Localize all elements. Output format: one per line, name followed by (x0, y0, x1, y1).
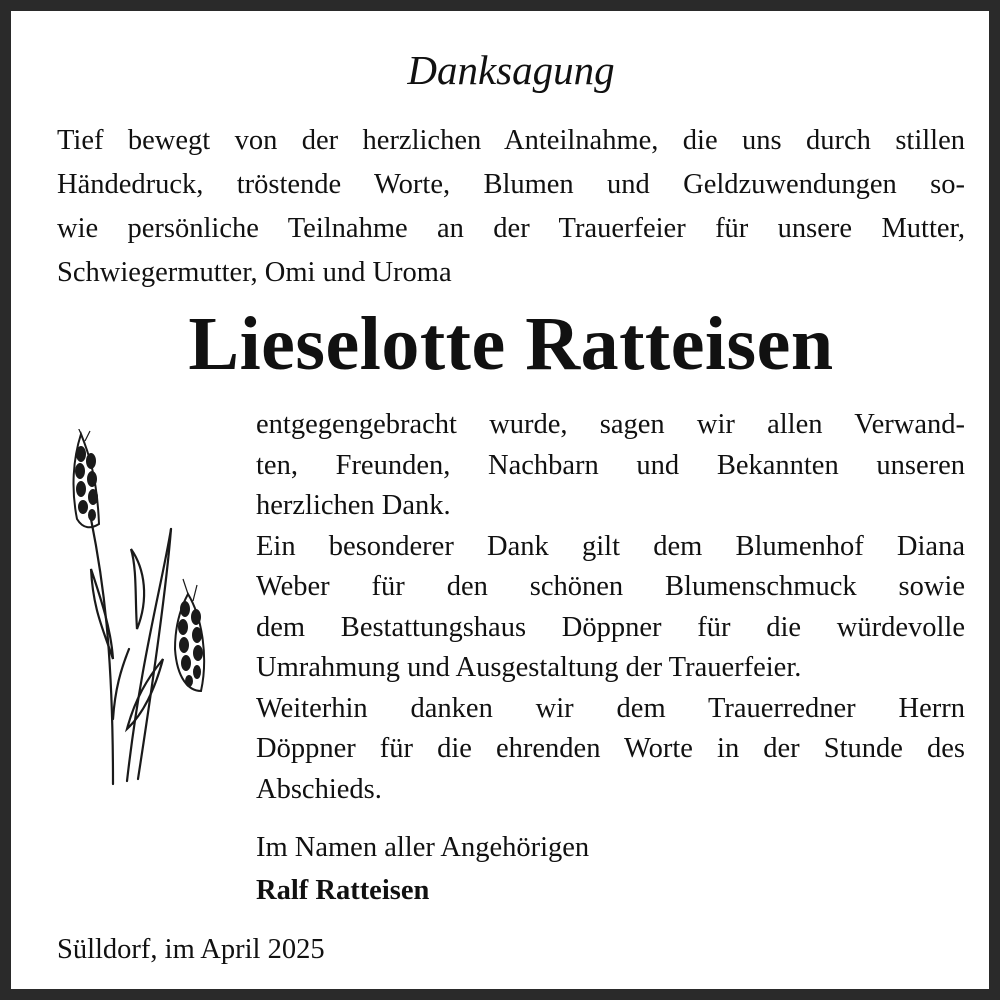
notice-heading: Danksagung (407, 47, 615, 93)
body-line: Ein besonderer Dank gilt dem Blumenhof Diana (256, 530, 965, 562)
body-line: Weiterhin danken wir dem Trauerredner Herrn (256, 692, 965, 724)
intro-line: Händedruck, tröstende Worte, Blumen und Geldzuwendungen so- (57, 169, 965, 200)
intro-line: Tief bewegt von der herzlichen Anteilnahme, die uns durch stillen (57, 125, 965, 156)
body-line: dem Bestattungshaus Döppner für die würdevolle (256, 611, 965, 643)
body-line: Abschieds. (256, 773, 382, 805)
intro-line: wie persönliche Teilnahme an der Trauerfeier für unsere Mutter, (57, 213, 965, 244)
deceased-name: Lieselotte Ratteisen (188, 302, 834, 386)
body-line: Weber für den schönen Blumenschmuck sowie (256, 571, 965, 602)
signature-name: Ralf Ratteisen (256, 875, 430, 906)
body-line: ten, Freunden, Nachbarn und Bekannten unseren (256, 449, 965, 481)
body-line: herzlichen Dank. (256, 490, 451, 521)
closing-line: Im Namen aller Angehörigen (256, 832, 590, 863)
thanks-paragraph (256, 405, 965, 810)
place-date: Sülldorf, im April 2025 (57, 934, 325, 965)
body-line: Döppner für die ehrenden Worte in der Stunde des (256, 733, 965, 764)
body-line: Umrahmung und Ausgestaltung der Trauerfeier. (256, 652, 802, 683)
wheat-ears-icon (63, 429, 213, 791)
closing-block (256, 826, 589, 912)
body-line: entgegengebracht wurde, sagen wir allen Verwand- (256, 409, 965, 440)
intro-paragraph (57, 119, 965, 295)
intro-line: Schwiegermutter, Omi und Uroma (57, 257, 452, 288)
